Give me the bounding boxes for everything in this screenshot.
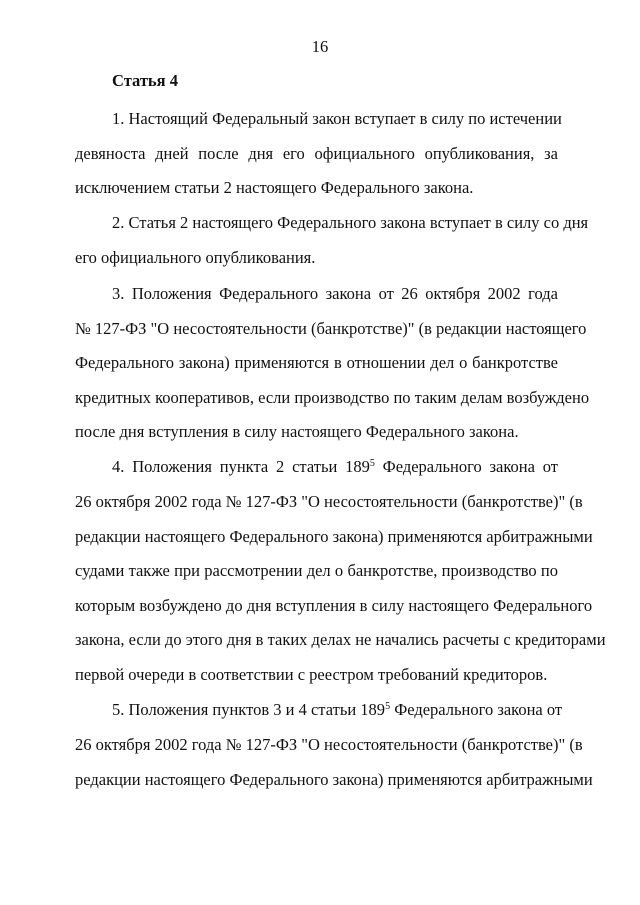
paragraph-3-line-2: № 127-ФЗ "О несостоятельности (банкротстве)" (в редакции настоящего xyxy=(75,319,587,338)
paragraph-2-line-1: 2. Статья 2 настоящего Федерального закона вступает в силу со дня xyxy=(112,213,589,232)
page-number: 16 xyxy=(311,37,329,56)
paragraph-4-line-3: редакции настоящего Федерального закона) применяются арбитражными xyxy=(75,527,593,546)
paragraph-4-line-4: судами также при рассмотрении дел о банкротстве, производство по xyxy=(75,561,558,580)
paragraph-4-line-6: закона, если до этого дня в таких делах не начались расчеты с кредиторами xyxy=(75,630,606,649)
paragraph-4-line-5: которым возбуждено до дня вступления в силу настоящего Федерального xyxy=(75,596,593,615)
paragraph-4-line-1-text: 4. Положения пункта 2 статьи 189 xyxy=(112,457,370,476)
paragraph-3-line-1: 3. Положения Федерального закона от 26 октября 2002 года xyxy=(112,284,558,303)
paragraph-5-line-1-text: 5. Положения пунктов 3 и 4 статьи 189 xyxy=(112,700,386,719)
paragraph-1-line-2: девяноста дней после дня его официального опубликования, за xyxy=(75,144,558,163)
article-superscript: 5 xyxy=(369,458,375,469)
paragraph-3-line-5: после дня вступления в силу настоящего Федерального закона. xyxy=(75,422,519,441)
paragraph-2-line-2: его официального опубликования. xyxy=(75,248,316,267)
article-superscript: 5 xyxy=(385,701,391,712)
paragraph-5-line-1-tail: Федерального закона от xyxy=(390,700,563,719)
paragraph-5-line-3: редакции настоящего Федерального закона) применяются арбитражными xyxy=(75,770,593,789)
paragraph-3-line-4: кредитных кооперативов, если производство по таким делам возбуждено xyxy=(75,388,590,407)
article-heading: Статья 4 xyxy=(112,71,178,90)
paragraph-4-line-1-tail: Федерального закона от xyxy=(374,457,558,476)
paragraph-5-line-2: 26 октября 2002 года № 127-ФЗ "О несостоятельности (банкротстве)" (в xyxy=(75,735,583,754)
paragraph-4-line-1 xyxy=(112,457,558,477)
paragraph-4-line-7: первой очереди в соответствии с реестром требований кредиторов. xyxy=(75,665,548,684)
paragraph-1-line-3: исключением статьи 2 настоящего Федерального закона. xyxy=(75,178,474,197)
paragraph-1-line-1: 1. Настоящий Федеральный закон вступает в силу по истечении xyxy=(112,109,562,128)
paragraph-3-line-3: Федерального закона) применяются в отношении дел о банкротстве xyxy=(75,353,558,372)
paragraph-5-line-1 xyxy=(112,700,563,720)
paragraph-4-line-2: 26 октября 2002 года № 127-ФЗ "О несостоятельности (банкротстве)" (в xyxy=(75,492,583,511)
